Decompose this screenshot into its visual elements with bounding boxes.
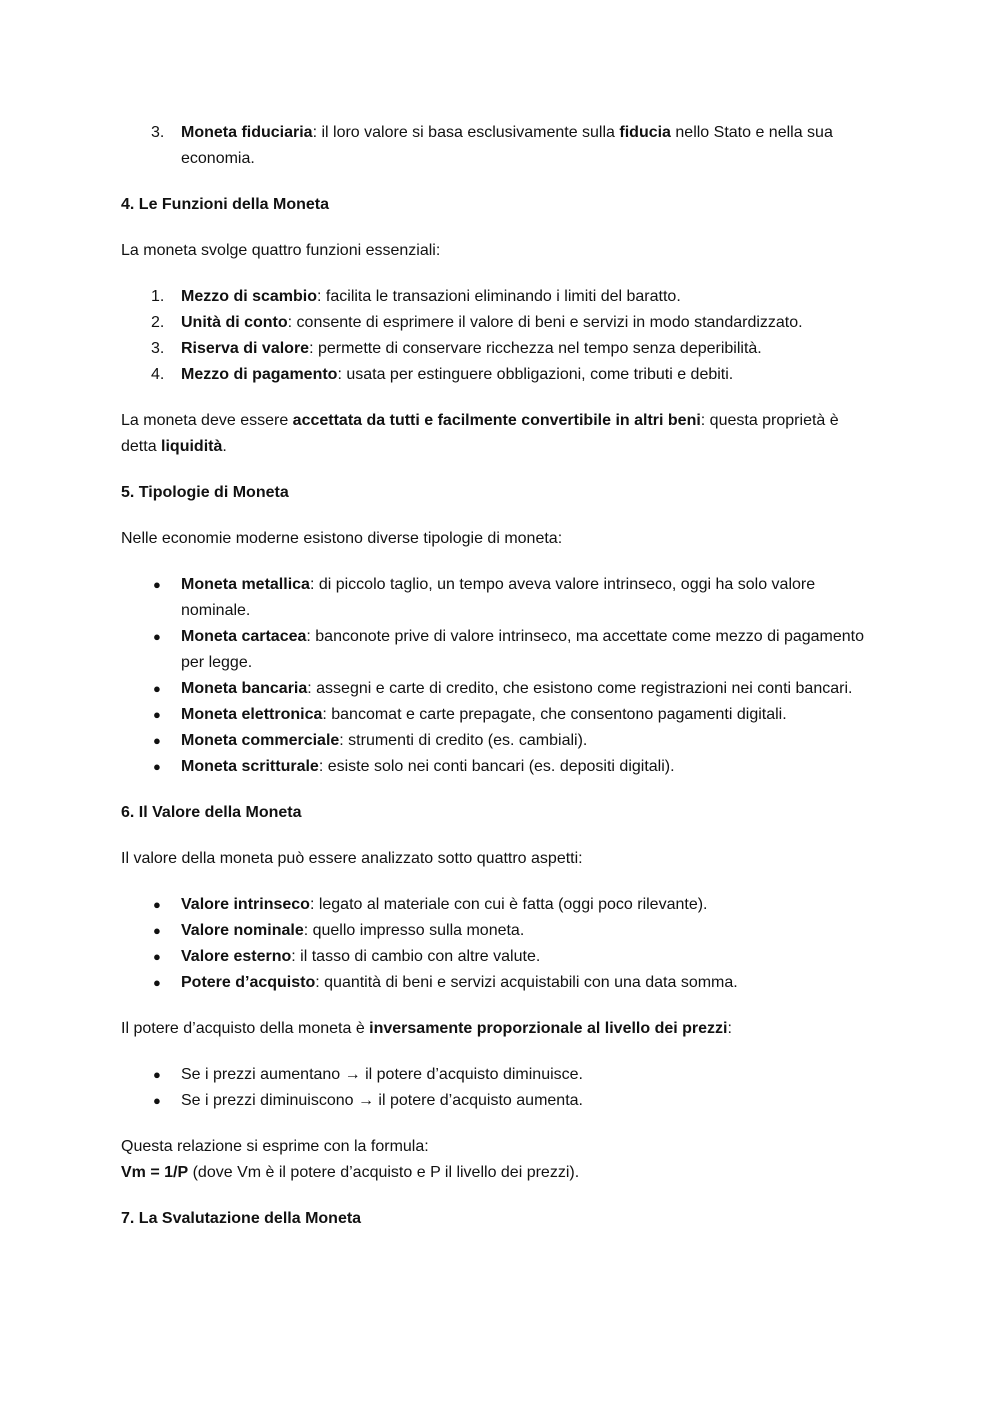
- paragraph-text: Il potere d’acquisto della moneta è: [121, 1020, 370, 1037]
- list-emphasis: fiducia: [619, 124, 671, 141]
- list-number: 4.: [151, 366, 165, 383]
- list-item: [121, 728, 866, 754]
- fiducia-list: [121, 120, 866, 172]
- list-text: : di piccolo taglio, un tempo aveva valore intrinseco, oggi ha solo valore nominale.: [181, 576, 816, 619]
- paragraph-text: (dove Vm è il potere d’acquisto e P il livello dei prezzi).: [188, 1164, 580, 1181]
- list-text: : permette di conservare ricchezza nel tempo senza deperibilità.: [309, 340, 762, 357]
- bullet-icon: ●: [153, 707, 161, 722]
- list-text: : consente di esprimere il valore di beni e servizi in modo standardizzato.: [287, 314, 803, 331]
- bullet-icon: ●: [153, 577, 161, 592]
- list-item: [121, 702, 866, 728]
- bullet-icon: ●: [153, 629, 161, 644]
- bullet-icon: ●: [153, 949, 161, 964]
- bullet-icon: ●: [153, 759, 161, 774]
- list-item: [121, 892, 866, 918]
- list-item: [121, 284, 866, 310]
- list-number: 3.: [151, 340, 165, 357]
- list-term: Mezzo di pagamento: [181, 366, 338, 383]
- list-text: : usata per estinguere obbligazioni, come tributi e debiti.: [337, 366, 734, 383]
- list-term: Unità di conto: [181, 314, 288, 331]
- list-number: 3.: [151, 124, 165, 141]
- paragraph-text: .: [222, 438, 227, 455]
- list-number: 2.: [151, 314, 165, 331]
- list-item: [121, 1088, 866, 1114]
- list-item: [121, 944, 866, 970]
- paragraph-text: :: [727, 1020, 732, 1037]
- list-term: Valore intrinseco: [181, 896, 310, 913]
- types-list: [121, 572, 866, 780]
- list-text: : quantità di beni e servizi acquistabili con una data somma.: [315, 974, 738, 991]
- paragraph-emphasis: accettata da tutti e facilmente convertibile in altri beni: [292, 412, 701, 429]
- list-text: : banconote prive di valore intrinseco, ma accettate come mezzo di pagamento per legge.: [181, 628, 865, 671]
- list-item: [121, 754, 866, 780]
- list-item: [121, 918, 866, 944]
- liquidity-paragraph: [121, 408, 866, 460]
- list-term: Potere d’acquisto: [181, 974, 316, 991]
- list-term: Moneta elettronica: [181, 706, 323, 723]
- relation-paragraph: [121, 1016, 866, 1042]
- section-intro: La moneta svolge quattro funzioni essenziali:: [121, 242, 441, 259]
- section-heading: 4. Le Funzioni della Moneta: [121, 196, 330, 213]
- paragraph-emphasis: inversamente proporzionale al livello dei prezzi: [369, 1020, 728, 1037]
- list-text: : bancomat e carte prepagate, che consentono pagamenti digitali.: [322, 706, 787, 723]
- list-term: Valore esterno: [181, 948, 292, 965]
- list-text: : il tasso di cambio con altre valute.: [291, 948, 541, 965]
- section-heading: 5. Tipologie di Moneta: [121, 484, 289, 501]
- document-page: [121, 120, 866, 1252]
- price-effects-list: [121, 1062, 866, 1114]
- bullet-icon: ●: [153, 681, 161, 696]
- bullet-icon: ●: [153, 975, 161, 990]
- paragraph-emphasis: liquidità: [161, 438, 223, 455]
- section-intro: Il valore della moneta può essere analizzato sotto quattro aspetti:: [121, 850, 583, 867]
- bullet-icon: ●: [153, 1093, 161, 1108]
- list-text: nello Stato e nella sua economia.: [181, 124, 833, 167]
- list-item: [121, 676, 866, 702]
- list-term: Mezzo di scambio: [181, 288, 318, 305]
- functions-list: [121, 284, 866, 388]
- list-text: : facilita le transazioni eliminando i limiti del baratto.: [317, 288, 681, 305]
- formula: Vm = 1/P: [121, 1164, 189, 1181]
- list-text: : il loro valore si basa esclusivamente sulla: [312, 124, 620, 141]
- bullet-icon: ●: [153, 897, 161, 912]
- value-aspects-list: [121, 892, 866, 996]
- list-text: Se i prezzi aumentano → il potere d’acquisto diminuisce.: [181, 1066, 583, 1083]
- list-term: Moneta metallica: [181, 576, 310, 593]
- list-text: : legato al materiale con cui è fatta (oggi poco rilevante).: [309, 896, 708, 913]
- list-item: [121, 120, 866, 172]
- list-text: : assegni e carte di credito, che esistono come registrazioni nei conti bancari.: [307, 680, 853, 697]
- section-heading: 6. Il Valore della Moneta: [121, 804, 302, 821]
- list-text: : strumenti di credito (es. cambiali).: [339, 732, 588, 749]
- list-term: Moneta cartacea: [181, 628, 307, 645]
- list-item: [121, 336, 866, 362]
- list-item: [121, 362, 866, 388]
- list-text: : quello impresso sulla moneta.: [303, 922, 525, 939]
- formula-paragraph: [121, 1134, 866, 1186]
- paragraph-text: Questa relazione si esprime con la formula:: [121, 1138, 429, 1155]
- paragraph-text: La moneta deve essere: [121, 412, 293, 429]
- list-text: : esiste solo nei conti bancari (es. depositi digitali).: [318, 758, 675, 775]
- list-item: [121, 970, 866, 996]
- list-term: Valore nominale: [181, 922, 304, 939]
- list-item: [121, 572, 866, 624]
- list-term: Moneta fiduciaria: [181, 124, 313, 141]
- list-item: [121, 310, 866, 336]
- list-term: Moneta bancaria: [181, 680, 308, 697]
- list-item: [121, 1062, 866, 1088]
- list-term: Moneta commerciale: [181, 732, 340, 749]
- bullet-icon: ●: [153, 733, 161, 748]
- list-item: [121, 624, 866, 676]
- bullet-icon: ●: [153, 923, 161, 938]
- section-heading: 7. La Svalutazione della Moneta: [121, 1210, 362, 1227]
- list-text: Se i prezzi diminuiscono → il potere d’acquisto aumenta.: [181, 1092, 583, 1109]
- list-term: Riserva di valore: [181, 340, 310, 357]
- list-term: Moneta scritturale: [181, 758, 319, 775]
- section-intro: Nelle economie moderne esistono diverse tipologie di moneta:: [121, 530, 563, 547]
- list-number: 1.: [151, 288, 165, 305]
- bullet-icon: ●: [153, 1067, 161, 1082]
- paragraph-text: : questa proprietà è detta: [121, 412, 839, 455]
